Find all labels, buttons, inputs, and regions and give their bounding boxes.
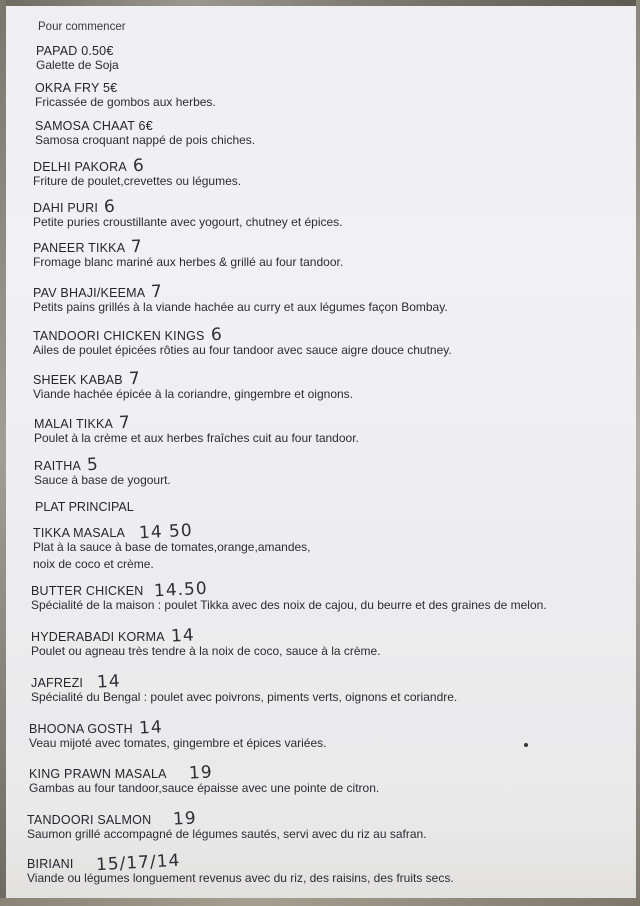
dish-description: Samosa croquant nappé de pois chiches.: [35, 133, 256, 147]
menu-item: [31, 672, 457, 706]
dish-name: BIRIANI: [27, 857, 74, 871]
handwritten-price: 14 50: [138, 520, 194, 544]
menu-item: [34, 413, 359, 447]
dish-description: Veau mijoté avec tomates, gingembre et épices variées.: [29, 736, 327, 750]
dish-description: Fricassée de gombos aux herbes.: [35, 95, 216, 109]
handwritten-price: 14.50: [153, 578, 208, 602]
dish-description: Viande ou légumes longuement revenus avec du riz, des raisins, des fruits secs.: [27, 871, 454, 885]
dish-name: RAITHA: [34, 459, 82, 473]
menu-item: [31, 626, 381, 660]
dish-name: TANDOORI CHICKEN KINGS: [33, 329, 205, 343]
handwritten-price: 14: [96, 671, 122, 693]
dish-name: PAPAD 0.50€: [36, 44, 114, 58]
menu-item: [33, 156, 241, 190]
menu-item: [31, 580, 547, 614]
dish-name: PAV BHAJI/KEEMA: [33, 286, 146, 300]
menu-item: [35, 119, 255, 149]
handwritten-price: 19: [172, 808, 198, 830]
menu-item: [33, 325, 452, 359]
handwritten-price: 6: [103, 196, 117, 218]
dish-name: DELHI PAKORA: [33, 160, 127, 174]
dish-name: SAMOSA CHAAT 6€: [35, 119, 153, 133]
dish-name: TIKKA MASALA: [33, 526, 126, 540]
section-heading: PLAT PRINCIPAL: [35, 500, 134, 514]
dish-name: MALAI TIKKA: [34, 417, 114, 431]
handwritten-price: 19: [188, 762, 213, 784]
handwritten-price: 7: [150, 281, 164, 303]
handwritten-price: 14: [138, 717, 163, 739]
menu-item: [33, 522, 311, 573]
handwritten-price: 14: [170, 625, 195, 647]
menu-item: [36, 44, 119, 74]
dish-description: Sauce à base de yogourt.: [34, 473, 171, 487]
menu-item: [27, 809, 427, 843]
dish-description: Galette de Soja: [36, 58, 119, 72]
dish-name: DAHI PURI: [33, 201, 99, 215]
dish-description: Petits pains grillés à la viande hachée au curry et aux légumes façon Bombay.: [33, 300, 448, 314]
dish-description: Petite puries croustillante avec yogourt, chutney et épices.: [33, 215, 343, 229]
handwritten-price: 5: [86, 454, 100, 476]
handwritten-price: 6: [210, 324, 223, 346]
handwritten-price: 6: [132, 155, 146, 177]
dish-name: SHEEK KABAB: [33, 373, 123, 387]
menu-item: [33, 197, 343, 231]
menu-item: [29, 718, 327, 752]
section-intro: Pour commencer: [38, 21, 126, 33]
dish-description: Spécialité du Bengal : poulet avec poivrons, piments verts, oignons et coriandre.: [31, 690, 458, 704]
handwritten-price: 15/17/14: [95, 850, 181, 876]
dish-name: OKRA FRY 5€: [35, 81, 118, 95]
dish-description: Viande hachée épicée à la coriandre, gingembre et oignons.: [33, 387, 354, 401]
menu-item: [33, 237, 343, 271]
handwritten-price: 7: [118, 412, 132, 434]
dish-name: KING PRAWN MASALA: [29, 767, 167, 781]
dish-name: BUTTER CHICKEN: [31, 584, 144, 598]
handwritten-price: 7: [128, 368, 142, 390]
dish-description-line2: noix de coco et crème.: [33, 557, 154, 571]
menu-item: [29, 763, 379, 797]
dish-description: Spécialité de la maison : poulet Tikka avec des noix de cajou, du beurre et des graines de melon.: [31, 598, 547, 612]
dish-description: Fromage blanc mariné aux herbes & grillé au four tandoor.: [33, 255, 344, 269]
dish-name: HYDERABADI KORMA: [31, 630, 165, 644]
photo-edge: [0, 898, 640, 906]
dish-name: TANDOORI SALMON: [27, 813, 152, 827]
menu-item: [35, 81, 216, 111]
dish-description: Poulet à la crème et aux herbes fraîches cuit au four tandoor.: [34, 431, 359, 445]
photo-edge: [0, 0, 6, 906]
dish-description: Gambas au four tandoor,sauce épaisse avec une pointe de citron.: [29, 781, 380, 795]
dish-name: PANEER TIKKA: [33, 241, 126, 255]
handwritten-price: 7: [130, 236, 144, 258]
dish-description: Poulet ou agneau très tendre à la noix de coco, sauce à la crème.: [31, 644, 381, 658]
photo-edge: [636, 0, 640, 906]
dish-description: Plat à la sauce à base de tomates,orange,amandes,: [33, 540, 311, 554]
dish-description: Friture de poulet,crevettes ou légumes.: [33, 174, 242, 188]
ink-speck: [524, 743, 528, 747]
dish-name: JAFREZI: [31, 676, 84, 690]
dish-description: Saumon grillé accompagné de légumes sautés, servi avec du riz au safran.: [27, 827, 427, 841]
menu-item: [27, 850, 454, 887]
menu-item: [34, 455, 171, 489]
menu-item: [33, 282, 448, 316]
menu-item: [33, 369, 353, 403]
photo-edge: [0, 0, 640, 6]
dish-name: BHOONA GOSTH: [29, 722, 133, 736]
dish-description: Ailes de poulet épicées rôties au four tandoor avec sauce aigre douce chutney.: [33, 343, 452, 357]
